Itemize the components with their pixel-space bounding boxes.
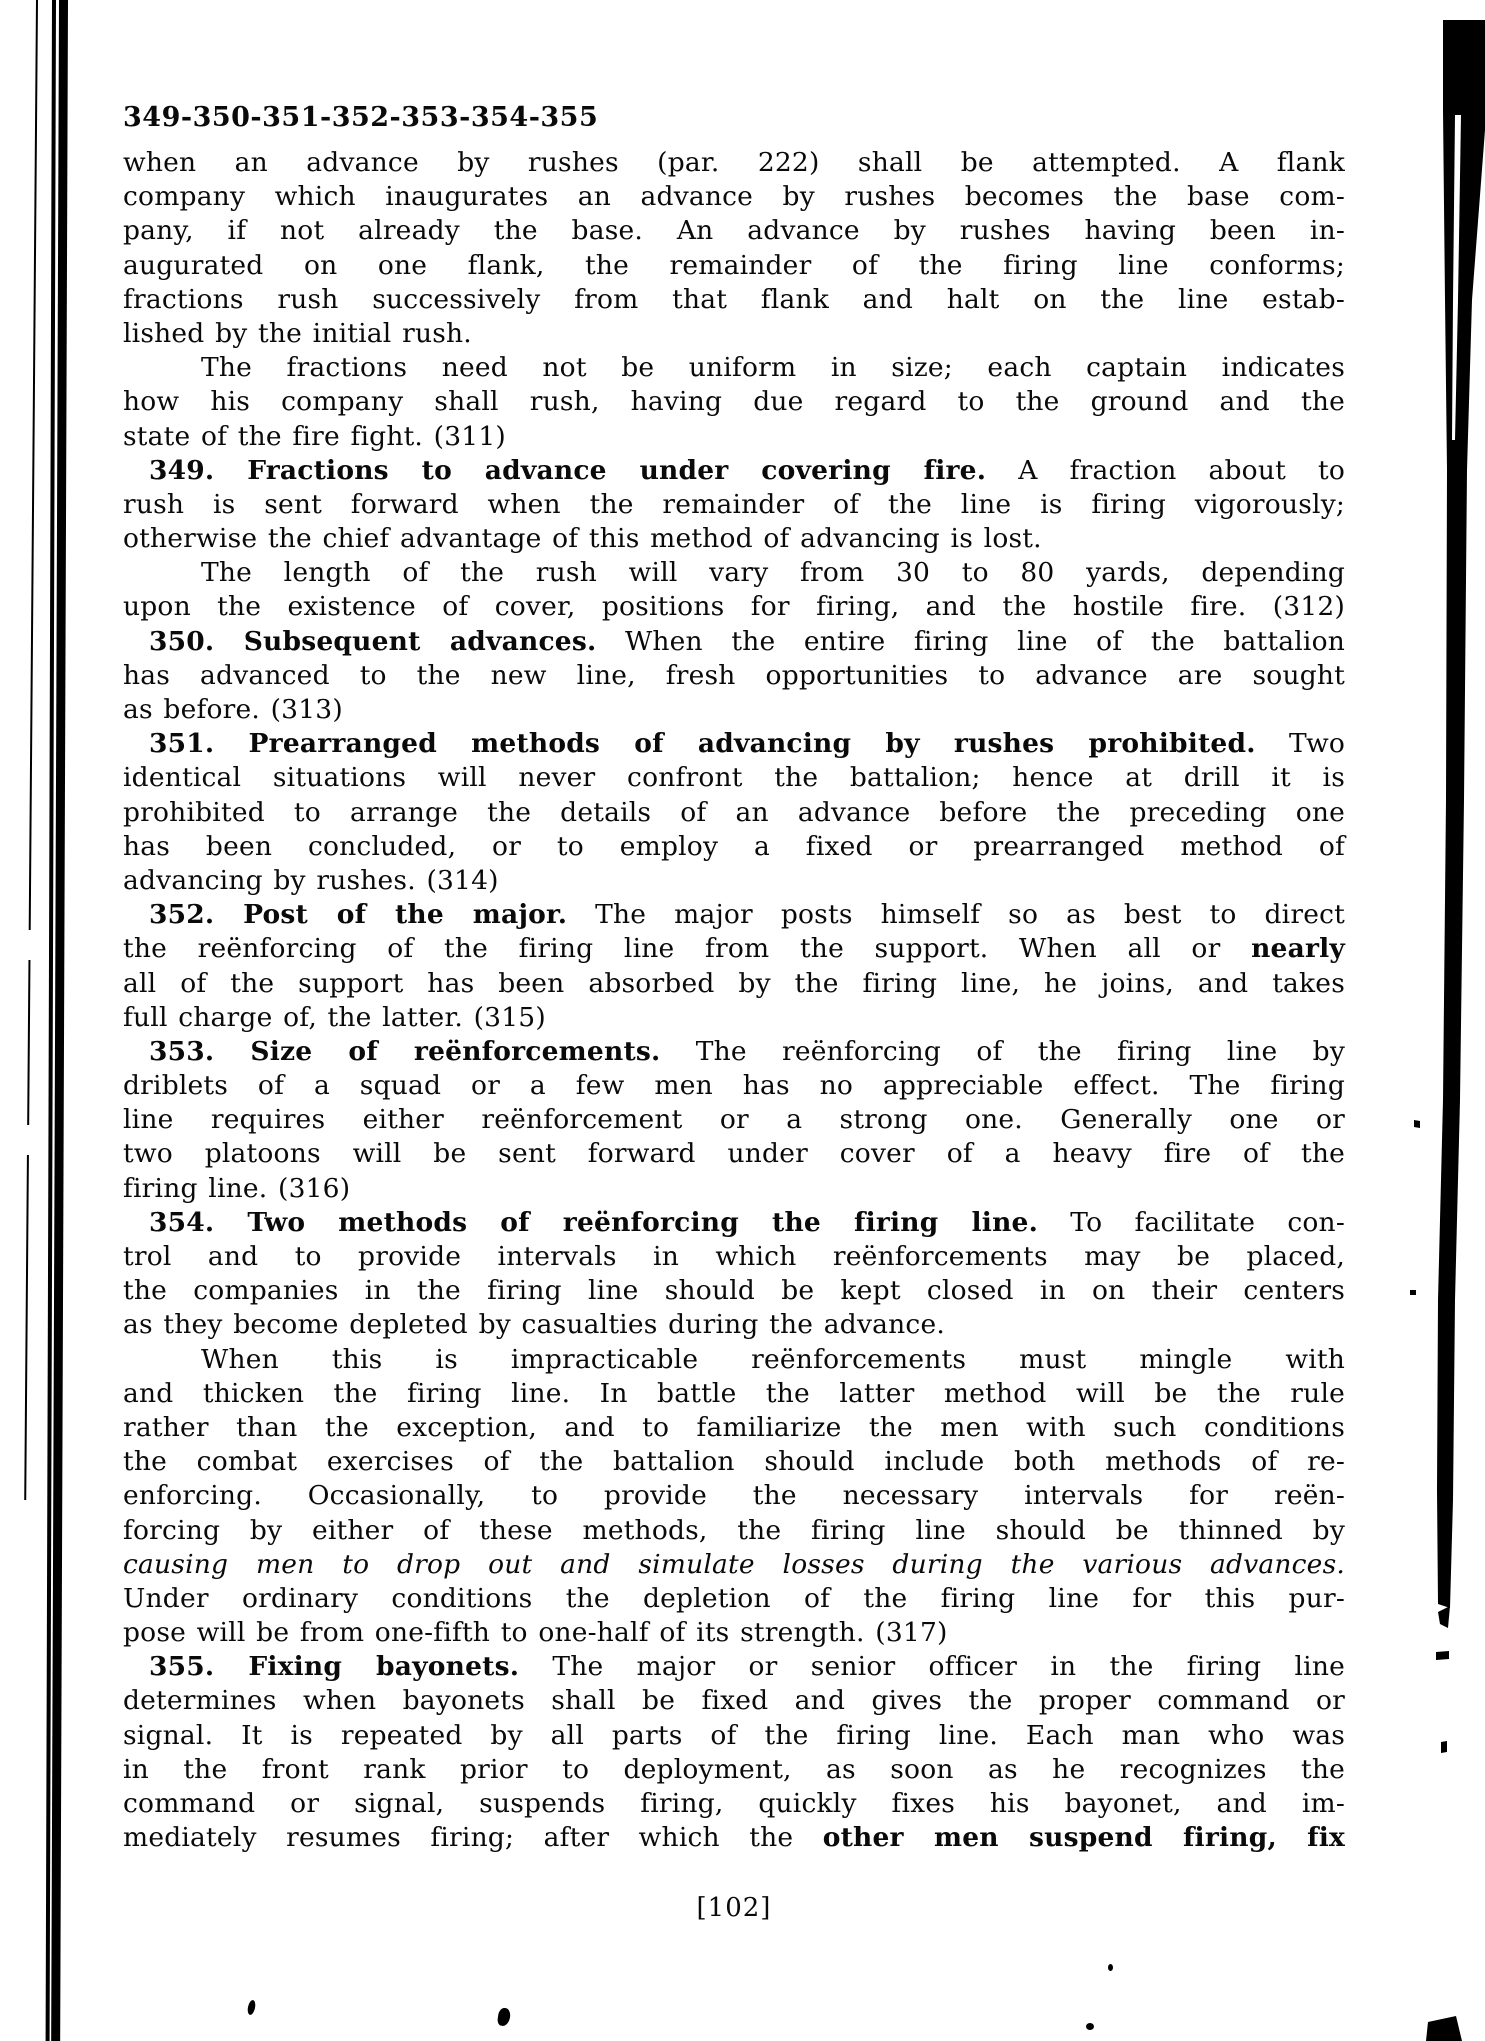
text-line: The fractions need not be uniform in size; each captain indicates [201,352,1345,384]
text-line: determines when bayonets shall be fixed and gives the proper command or [123,1685,1345,1717]
text-line: prohibited to arrange the details of an advance before the preceding one [123,796,1345,828]
text-line: signal. It is repeated by all parts of the firing line. Each man who was [123,1719,1345,1751]
text-line: causing men to drop out and simulate losses during the various advances. [123,1548,1345,1580]
page-header-paragraph-numbers: 349-350-351-352-353-354-355 [123,102,599,133]
text-line: rush is sent forward when the remainder of the line is firing vigorously; [123,488,1345,520]
text-line: 353. Size of reënforcements. The reënforcing of the firing line by [149,1035,1346,1067]
text-line: When this is impracticable reënforcements must mingle with [201,1343,1345,1375]
text-line: 351. Prearranged methods of advancing by rushes prohibited. Two [149,728,1345,760]
scan-artifact-right-edge [1410,0,1485,2041]
text-line: command or signal, suspends firing, quickly fixes his bayonet, and im- [123,1788,1345,1819]
text-line: The length of the rush will vary from 30 to 80 yards, depending [201,557,1345,589]
text-line: two platoons will be sent forward under cover of a heavy fire of the [123,1138,1345,1170]
text-line: and thicken the firing line. In battle the latter method will be the rule [123,1377,1345,1409]
text-line: 355. Fixing bayonets. The major or senior officer in the firing line [149,1651,1346,1683]
text-line: enforcing. Occasionally, to provide the necessary intervals for reën- [123,1480,1345,1512]
text-line: forcing by either of these methods, the firing line should be thinned by [123,1514,1345,1546]
text-line: driblets of a squad or a few men has no appreciable effect. The firing [123,1070,1345,1102]
text-line: advancing by rushes. (314) [123,864,499,896]
text-line: how his company shall rush, having due regard to the ground and the [123,386,1345,418]
text-line: company which inaugurates an advance by rushes becomes the base com- [123,181,1345,213]
text-line: upon the existence of cover, positions for firing, and the hostile fire. (312) [123,591,1345,623]
text-line: firing line. (316) [123,1172,351,1204]
text-line: state of the fire fight. (311) [123,420,506,452]
text-line: has advanced to the new line, fresh opportunities to advance are sought [123,659,1345,691]
text-line: lished by the initial rush. [123,317,472,349]
text-line: as before. (313) [123,694,343,725]
text-line: trol and to provide intervals in which reënforcements may be placed, [123,1241,1345,1272]
text-block [123,146,1345,1855]
text-line: pany, if not already the base. An advance by rushes having been in- [123,215,1345,247]
ink-speck [497,2007,511,2026]
text-line: all of the support has been absorbed by the firing line, he joins, and takes [123,967,1345,999]
text-line: 354. Two methods of reënforcing the firing line. To facilitate con- [149,1206,1345,1238]
text-line: line requires either reënforcement or a strong one. Generally one or [123,1104,1345,1136]
ink-speck [1086,2023,1094,2030]
text-line: Under ordinary conditions the depletion of the firing line for this pur- [123,1582,1345,1614]
text-line: pose will be from one-fifth to one-half of its strength. (317) [123,1617,948,1649]
text-line: fractions rush successively from that flank and halt on the line estab- [123,283,1345,315]
scan-artifact-gutter-line-1 [24,0,38,1500]
text-line: when an advance by rushes (par. 222) shall be attempted. A flank [123,147,1345,178]
text-line: otherwise the chief advantage of this method of advancing is lost. [123,523,1042,555]
text-line: full charge of, the latter. (315) [123,1001,546,1033]
text-line: identical situations will never confront the battalion; hence at drill it is [123,762,1345,794]
text-line: in the front rank prior to deployment, as soon as he recognizes the [123,1753,1345,1785]
text-line: 352. Post of the major. The major posts himself so as best to direct [149,899,1345,931]
text-line: 350. Subsequent advances. When the entire firing line of the battalion [149,625,1346,657]
text-line: the combat exercises of the battalion should include both methods of re- [123,1446,1345,1478]
text-line: the reënforcing of the firing line from the support. When all or nearly [123,933,1345,965]
text-line: the companies in the firing line should be kept closed in on their centers [123,1275,1345,1307]
ink-speck [1108,1964,1113,1971]
ink-speck [247,1999,257,2015]
text-line: as they become depleted by casualties during the advance. [123,1309,945,1341]
text-line: rather than the exception, and to familiarize the men with such conditions [123,1411,1345,1443]
text-line: has been concluded, or to employ a fixed or prearranged method of [123,830,1345,862]
page-number: [102] [696,1893,772,1923]
text-line: mediately resumes firing; after which the other men suspend firing, fix [123,1822,1345,1854]
text-line: 349. Fractions to advance under covering fire. A fraction about to [149,454,1345,486]
text-line: augurated on one flank, the remainder of the firing line conforms; [123,249,1345,281]
